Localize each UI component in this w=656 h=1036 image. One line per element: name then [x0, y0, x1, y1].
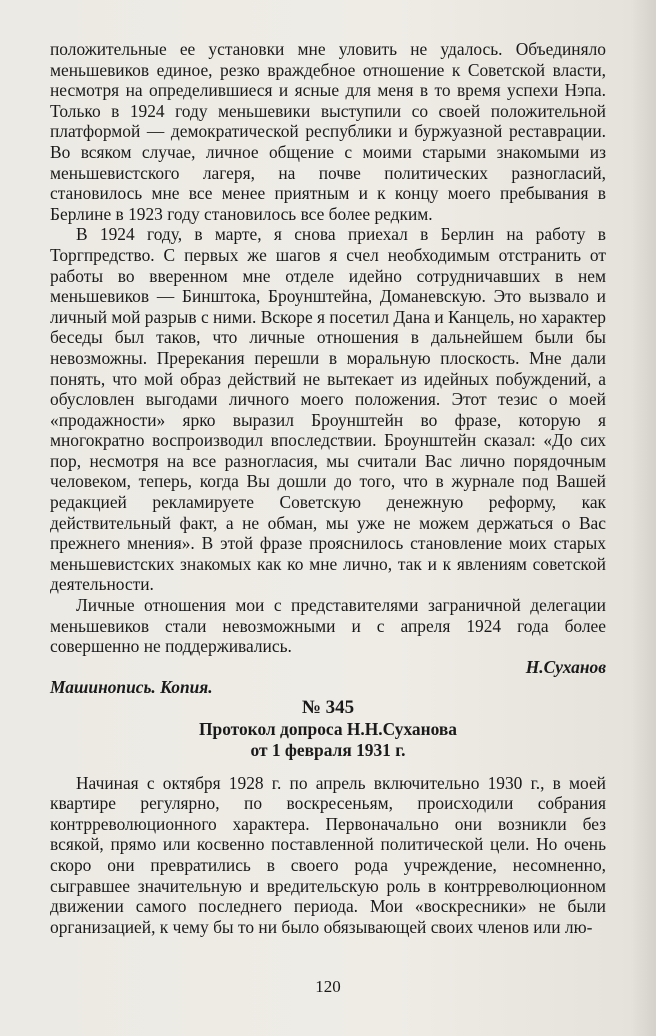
document-title	[50, 719, 606, 761]
paragraph-2: В 1924 году, в марте, я снова приехал в Берлин на работу в Торгпредство. С первых же шагов я счел необходимым отстранить от работы во вверенном мне отделе идейно сотрудничавших в нем меньшевиков — Бинштока, Броунштейна, Доманевскую. Это вызвало и личный мой разрыв с ними. Вскоре я посетил Дана и Канцель, но характер беседы был таков, что личные отношения в дальнейшем были бы невозможны. Пререкания перешли в моральную плоскость. Мне дали понять, что мой образ действий не вытекает из идейных побуждений, а обусловлен выгодами личного моего положения. Этот тезис о моей «продажности» ярко выразил Броунштейн во фразе, которую я многократно воспроизводил впоследствии. Броунштейн сказал: «До сих пор, несмотря на все разногласия, мы считали Вас лично порядочным человеком, теперь, когда Вы дошли до того, что в журнале под Вашей редакцией рекламируете Советскую денежную реформу, как действительный факт, а не обман, мы уже не можем держаться о Вас прежнего мнения». В этой фразе прояснилось становление моих старых меньшевистских знакомых как ко мне лично, так и к явлениям советской деятельности.	[50, 224, 606, 595]
page-edge-shadow	[630, 0, 656, 1036]
signature: Н.Суханов	[525, 656, 606, 677]
page-number: 120	[315, 977, 341, 996]
document-number: № 345	[301, 697, 355, 718]
paragraph-3: Личные отношения мои с представителями заграничной делегации меньшевиков стали невозможными и с апреля 1924 года более совершенно не поддерживались.	[50, 595, 606, 657]
source-note: Машинопись. Копия.	[50, 677, 213, 698]
document-title-line-2: от 1 февраля 1931 г.	[250, 739, 406, 760]
page-body	[50, 39, 606, 937]
paragraph-4: Начиная с октября 1928 г. по апрель включительно 1930 г., в моей квартире регулярно, по воскресеньям, происходили собрания контрреволюционного характера. Первоначально они возникли без всякой, прямо или косвенно поставленной политической цели. Но очень скоро они превратились в своего рода учреждение, несомненно, сыгравшее значительную и вредительскую роль в контрреволюционном движении самого последнего периода. Мои «воскресники» не были организацией, к чему бы то ни было обязывающей своих членов или лю-	[50, 772, 606, 937]
document-title-line-1: Протокол допроса Н.Н.Суханова	[199, 718, 457, 739]
paragraph-1: положительные ее установки мне уловить не удалось. Объединяло меньшевиков единое, резко враждебное отношение к Советской власти, несмотря на определившиеся и ясные для меня в то время успехи Нэпа. Только в 1924 году меньшевики выступили со своей положительной платформой — демократической республики и буржуазной реставрации. Во всяком случае, личное общение с моими старыми знакомыми из меньшевистского лагеря, на почве политических разногласий, становилось мне все менее приятным и к концу моего пребывания в Берлине в 1923 году становилось все более редким.	[50, 39, 606, 224]
